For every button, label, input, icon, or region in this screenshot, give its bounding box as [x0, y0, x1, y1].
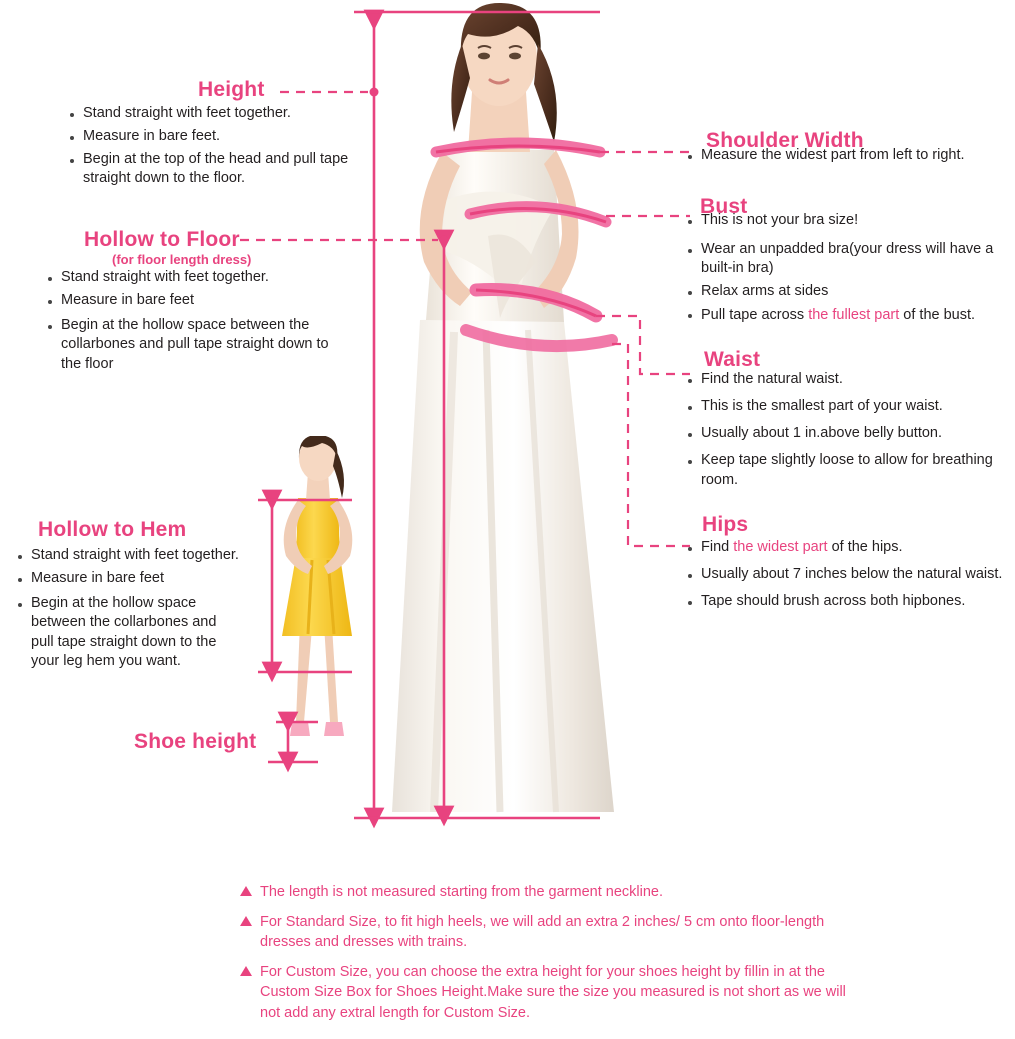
list-item: Stand straight with feet together. [14, 546, 240, 565]
shoe-height-heading: Shoe height [134, 730, 257, 753]
list-item: Wear an unpadded bra(your dress will have a built-in bra) [684, 240, 1010, 278]
shoulder-width-list [684, 146, 1006, 169]
list-item: Stand straight with feet together. [44, 268, 344, 287]
hollow-to-floor-heading: Hollow to Floor [84, 228, 240, 251]
note-text: The length is not measured starting from the garment neckline. [260, 884, 663, 900]
triangle-bullet-icon [240, 886, 252, 896]
note-row [240, 912, 860, 953]
list-item: Measure in bare feet [14, 569, 240, 588]
waist-list [684, 370, 1006, 494]
list-item: Tape should brush across both hipbones. [684, 592, 1006, 611]
list-item: Relax arms at sides [684, 282, 1010, 301]
list-item: Stand straight with feet together. [66, 104, 366, 123]
height-list [66, 104, 366, 193]
shoulder-width-heading: Shoulder Width [706, 129, 864, 152]
list-item: Measure in bare feet [44, 291, 344, 310]
list-item-hips-widest [684, 538, 1006, 557]
triangle-bullet-icon [240, 916, 252, 926]
bust-item4-highlight: the fullest part [808, 306, 900, 323]
list-item: Begin at the hollow space between the collarbones and pull tape straight down to the floor [44, 316, 344, 373]
note-row [240, 962, 860, 1024]
hips-list [684, 538, 1006, 615]
list-item-bust-fullest [684, 306, 1010, 325]
list-item: This is not your bra size! [684, 211, 1010, 230]
hollow-to-floor-list [44, 268, 344, 378]
bust-list [684, 211, 1010, 329]
footer-notes [240, 882, 860, 1032]
bust-item4-suffix: of the bust. [899, 306, 976, 323]
list-item: Measure in bare feet. [66, 127, 366, 146]
hips-item1-prefix: Find [701, 539, 734, 555]
list-item: Begin at the hollow space between the collarbones and pull tape straight down to the your leg hem you want. [14, 594, 240, 671]
hollow-to-hem-list [14, 546, 240, 675]
hips-item1-highlight: the widest part [733, 539, 828, 555]
hips-item1-suffix: of the hips. [827, 539, 903, 555]
bust-item4-prefix: Pull tape across [701, 306, 809, 323]
bust-heading: Bust [700, 195, 748, 218]
hips-heading: Hips [702, 513, 749, 536]
list-item: This is the smallest part of your waist. [684, 397, 1006, 416]
list-item: Find the natural waist. [684, 370, 1006, 389]
note-row [240, 882, 860, 903]
triangle-bullet-icon [240, 966, 252, 976]
list-item: Measure the widest part from left to right. [684, 146, 1006, 165]
note-text: For Custom Size, you can choose the extra height for your shoes height by fillin in at the Custom Size Box for Shoes Height.Make sure the size you measured is not short as we will not add any extral length for Custom Size. [260, 963, 846, 1021]
list-item: Usually about 7 inches below the natural waist. [684, 565, 1006, 584]
waist-heading: Waist [704, 348, 761, 371]
hollow-to-floor-subheading: (for floor length dress) [112, 252, 252, 267]
note-text: For Standard Size, to fit high heels, we will add an extra 2 inches/ 5 cm onto floor-length dresses and dresses with trains. [260, 913, 825, 951]
height-heading: Height [198, 78, 265, 101]
hollow-to-hem-heading: Hollow to Hem [38, 518, 187, 541]
list-item: Begin at the top of the head and pull tape straight down to the floor. [66, 150, 366, 188]
list-item: Keep tape slightly loose to allow for breathing room. [684, 451, 1006, 489]
list-item: Usually about 1 in.above belly button. [684, 424, 1006, 443]
